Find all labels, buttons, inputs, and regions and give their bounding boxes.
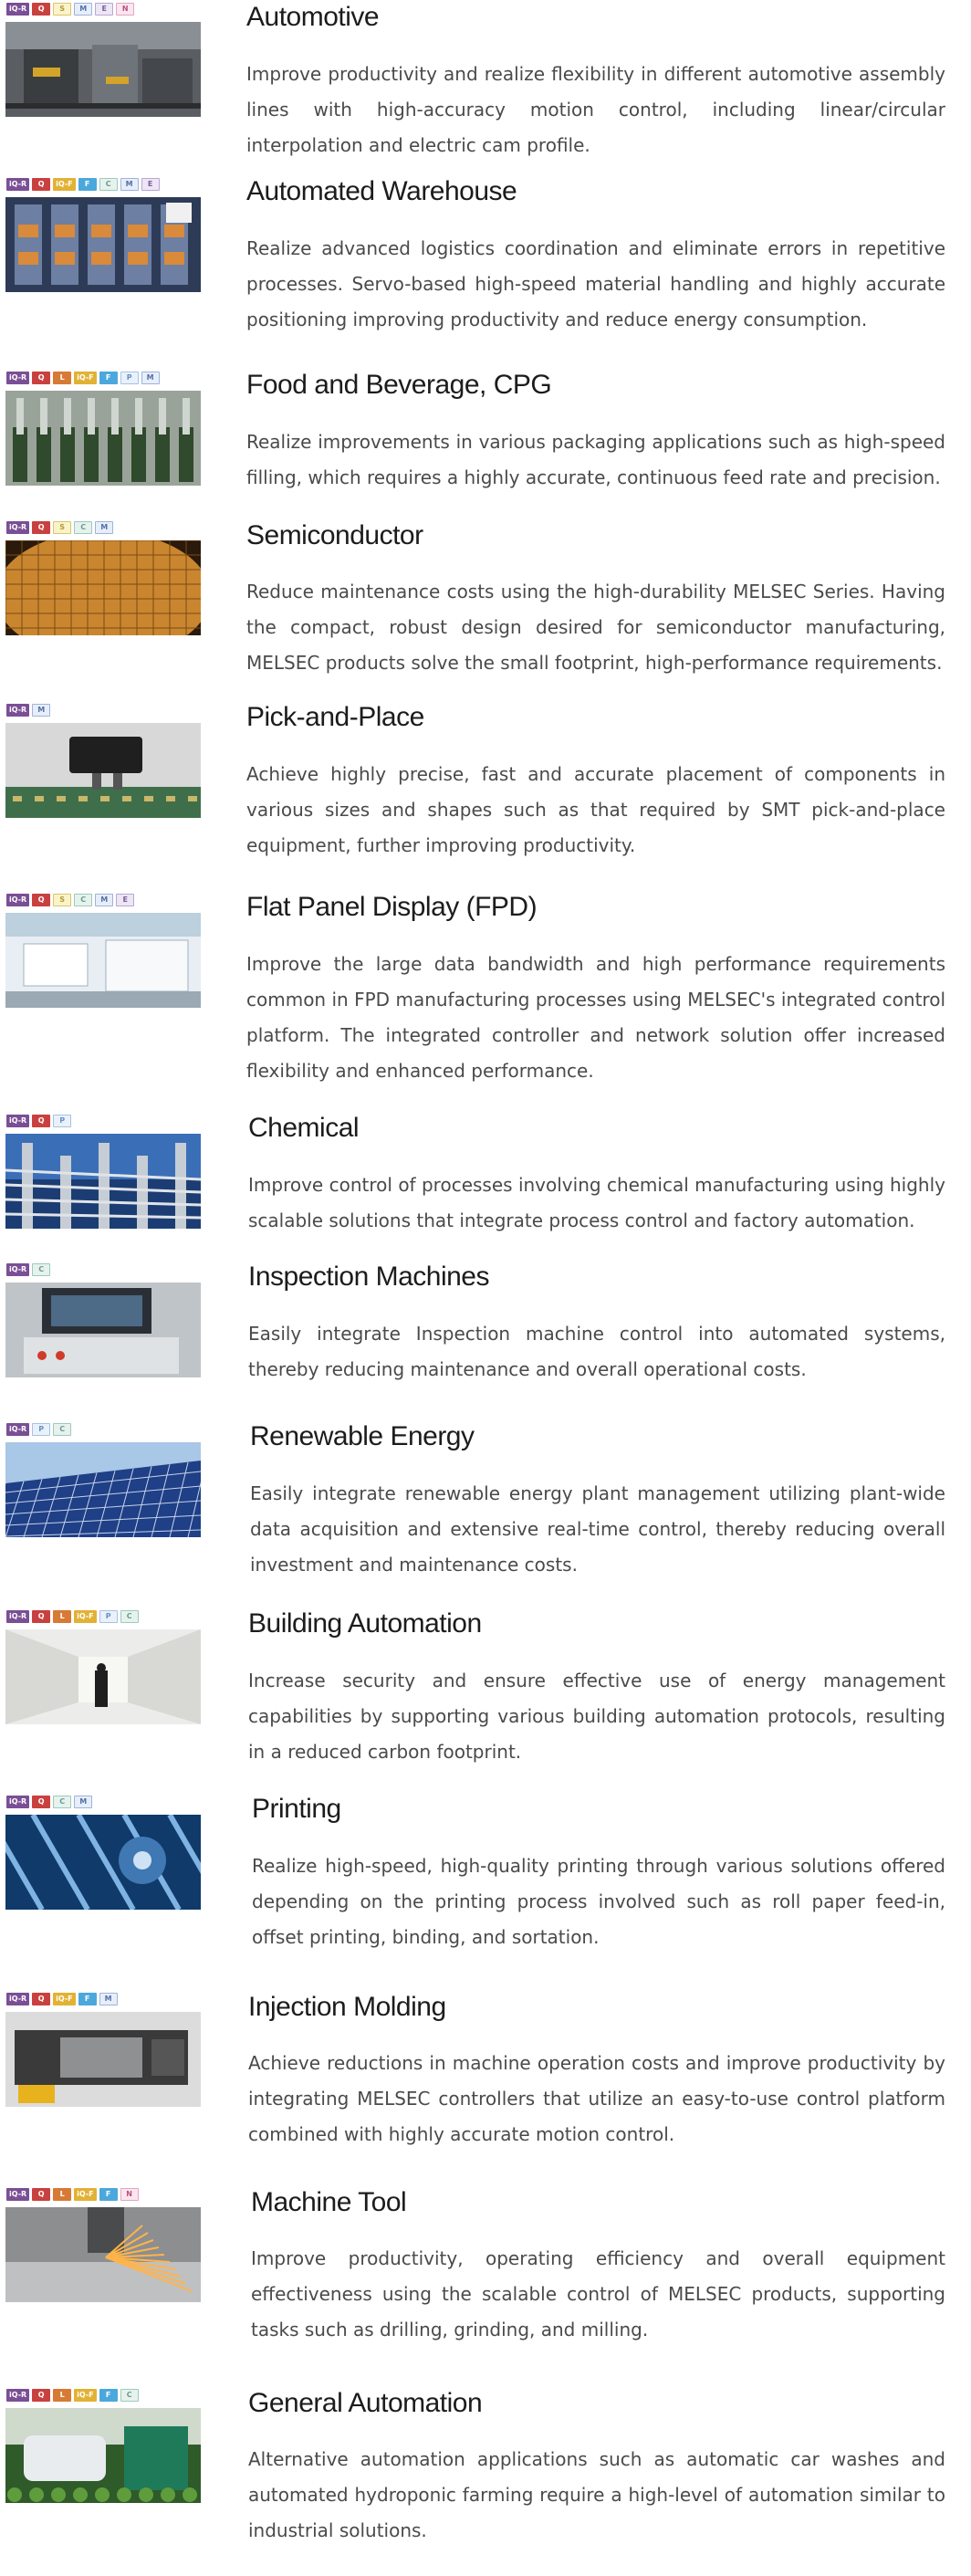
product-tag-m: M [120,178,139,191]
product-tag-m: M [95,894,113,906]
product-tag-c: C [53,1796,71,1808]
product-tags [6,1796,92,1808]
application-description: Improve productivity and realize flexibility in different automotive assembly lines with high-accuracy motion control, including linear/circular interpolation and electric cam profile. [246,63,945,156]
product-tag-q: Q [32,1115,50,1127]
application-description: Realize high-speed, high-quality printing through various solutions offered depending on the printing process involved such as roll paper feed-in, offset printing, binding, and sortation. [252,1855,945,1948]
product-tag-iqr: iQ-R [6,3,29,16]
product-tags [6,1263,50,1276]
product-tag-p: P [32,1423,50,1436]
product-tag-q: Q [32,178,50,191]
application-description: Achieve reductions in machine operation costs and improve productivity by integrating MELSEC controllers that utilize an easy-to-use control platform combined with highly accurate motion control. [248,2052,945,2145]
product-tag-qf: iQ-F [74,2188,96,2201]
building-corridor-image[interactable] [5,1629,201,1724]
product-tags [6,3,134,16]
product-tag-qf: iQ-F [74,1610,96,1623]
product-tag-c: C [120,2389,139,2402]
product-tag-iqr: iQ-R [6,372,29,384]
product-tag-m: M [95,521,113,534]
product-tag-qf: iQ-F [74,372,96,384]
application-description: Realize improvements in various packaging applications such as high-speed filling, which requires a highly accurate, continuous feed rate and precision. [246,431,945,488]
application-title[interactable]: Machine Tool [251,2187,407,2217]
product-tag-q: Q [32,2188,50,2201]
application-description: Reduce maintenance costs using the high-durability MELSEC Series. Having the compact, robust design desired for semiconductor manufacturing, MELSEC products solve the small footprint, high-performance requirements. [246,581,945,674]
product-tag-qf: iQ-F [53,178,75,191]
machine-tool-sparks-image[interactable] [5,2207,201,2302]
application-title[interactable]: Semiconductor [246,520,423,550]
product-tag-s: S [53,521,71,534]
application-description: Improve control of processes involving chemical manufacturing using highly scalable solutions that integrate process control and factory automation. [248,1174,945,1231]
application-title[interactable]: Injection Molding [248,1992,446,2022]
solar-panels-image[interactable] [5,1442,201,1537]
application-description: Improve the large data bandwidth and high performance requirements common in FPD manufacturing processes using MELSEC's integrated control platform. The integrated controller and network solution offer increased flexibility and enhanced performance. [246,953,945,1082]
inspection-machine-console-image[interactable] [5,1283,201,1377]
application-description: Alternative automation applications such as automatic car washes and automated hydroponic farming require a high-level of automation similar to industrial solutions. [248,2448,945,2541]
product-tag-e: E [141,178,160,191]
smt-pick-and-place-image[interactable] [5,723,201,818]
application-title[interactable]: Printing [252,1794,341,1824]
product-tag-c: C [120,1610,139,1623]
product-tags [6,1423,71,1436]
automotive-assembly-line-image[interactable] [5,22,201,117]
product-tag-q: Q [32,521,50,534]
product-tag-m: M [141,372,160,384]
application-description: Realize advanced logistics coordination and eliminate errors in repetitive processes. Servo-based high-speed material handling and highly accurate positioning improving productivity and reduce energy consumption. [246,237,945,330]
product-tag-l: L [53,1610,71,1623]
product-tag-m: M [74,3,92,16]
product-tag-c: C [74,521,92,534]
application-title[interactable]: Automotive [246,2,380,32]
product-tags [6,704,50,717]
application-description: Improve productivity, operating efficiency and overall equipment effectiveness using the scalable control of MELSEC products, supporting tasks such as drilling, grinding, and milling. [251,2247,945,2340]
product-tag-iqr: iQ-R [6,1423,29,1436]
product-tag-c: C [32,1263,50,1276]
product-tags [6,178,160,191]
product-tag-iqr: iQ-R [6,178,29,191]
silicon-wafer-image[interactable] [5,540,201,635]
product-tag-c: C [99,178,118,191]
application-title[interactable]: Pick-and-Place [246,702,424,732]
product-tag-s: S [53,894,71,906]
application-description: Easily integrate Inspection machine control into automated systems, thereby reducing maintenance and overall operational costs. [248,1323,945,1380]
product-tag-q: Q [32,2389,50,2402]
product-tags [6,2389,139,2402]
application-description: Easily integrate renewable energy plant management utilizing plant-wide data acquisition and extensive real-time control, thereby reducing overall investment and maintenance costs. [250,1482,945,1576]
product-tag-iqr: iQ-R [6,1796,29,1808]
product-tag-fx: F [99,2389,118,2402]
product-tag-iqr: iQ-R [6,1115,29,1127]
product-tag-fx: F [78,1993,97,2005]
product-tag-iqr: iQ-R [6,704,29,717]
product-tag-c: C [74,894,92,906]
application-title[interactable]: Automated Warehouse [246,176,517,206]
product-tag-fx: F [78,178,97,191]
application-title[interactable]: Flat Panel Display (FPD) [246,892,538,922]
application-title[interactable]: Renewable Energy [250,1421,475,1451]
product-tag-qf: iQ-F [53,1993,75,2005]
product-tag-q: Q [32,3,50,16]
product-tag-fx: F [99,372,118,384]
product-tag-p: P [99,1610,118,1623]
product-tags [6,2188,139,2201]
product-tag-qf: iQ-F [74,2389,96,2402]
application-description: Increase security and ensure effective use of energy management capabilities by supporting various building automation protocols, resulting in a reduced carbon footprint. [248,1670,945,1763]
product-tag-iqr: iQ-R [6,1263,29,1276]
product-tag-iqr: iQ-R [6,1993,29,2005]
product-tag-iqr: iQ-R [6,894,29,906]
product-tag-m: M [32,704,50,717]
product-tags [6,1610,139,1623]
product-tag-q: Q [32,1610,50,1623]
product-tag-p: P [53,1115,71,1127]
application-title[interactable]: Food and Beverage, CPG [246,370,552,400]
printing-press-image[interactable] [5,1815,201,1910]
application-title[interactable]: General Automation [248,2388,483,2418]
product-tags [6,1115,71,1127]
product-tag-m: M [99,1993,118,2005]
product-tag-fx: F [99,2188,118,2201]
product-tag-e: E [95,3,113,16]
product-tag-n: N [116,3,134,16]
application-description: Achieve highly precise, fast and accurate placement of components in various sizes and shapes such as that required by SMT pick-and-place equipment, further improving productivity. [246,763,945,856]
product-tag-p: P [120,372,139,384]
product-tag-n: N [120,2188,139,2201]
application-title[interactable]: Inspection Machines [248,1262,489,1292]
product-tag-l: L [53,372,71,384]
product-tag-q: Q [32,1796,50,1808]
application-title[interactable]: Building Automation [248,1608,482,1639]
product-tag-iqr: iQ-R [6,2389,29,2402]
product-tag-m: M [74,1796,92,1808]
fpd-clean-room-image[interactable] [5,913,201,1008]
product-tags [6,521,113,534]
product-tag-iqr: iQ-R [6,1610,29,1623]
product-tag-q: Q [32,372,50,384]
product-tag-iqr: iQ-R [6,2188,29,2201]
product-tags [6,372,160,384]
application-title[interactable]: Chemical [248,1113,360,1143]
car-wash-hydroponics-image[interactable] [5,2408,201,2503]
injection-molding-machine-image[interactable] [5,2012,201,2107]
automated-warehouse-racks-image[interactable] [5,197,201,292]
product-tag-e: E [116,894,134,906]
product-tag-iqr: iQ-R [6,521,29,534]
chemical-plant-image[interactable] [5,1134,201,1229]
product-tag-q: Q [32,894,50,906]
product-tag-q: Q [32,1993,50,2005]
product-tag-s: S [53,3,71,16]
product-tag-c: C [53,1423,71,1436]
bottle-filling-line-image[interactable] [5,391,201,486]
product-tags [6,1993,118,2005]
product-tag-l: L [53,2389,71,2402]
product-tags [6,894,134,906]
product-tag-l: L [53,2188,71,2201]
